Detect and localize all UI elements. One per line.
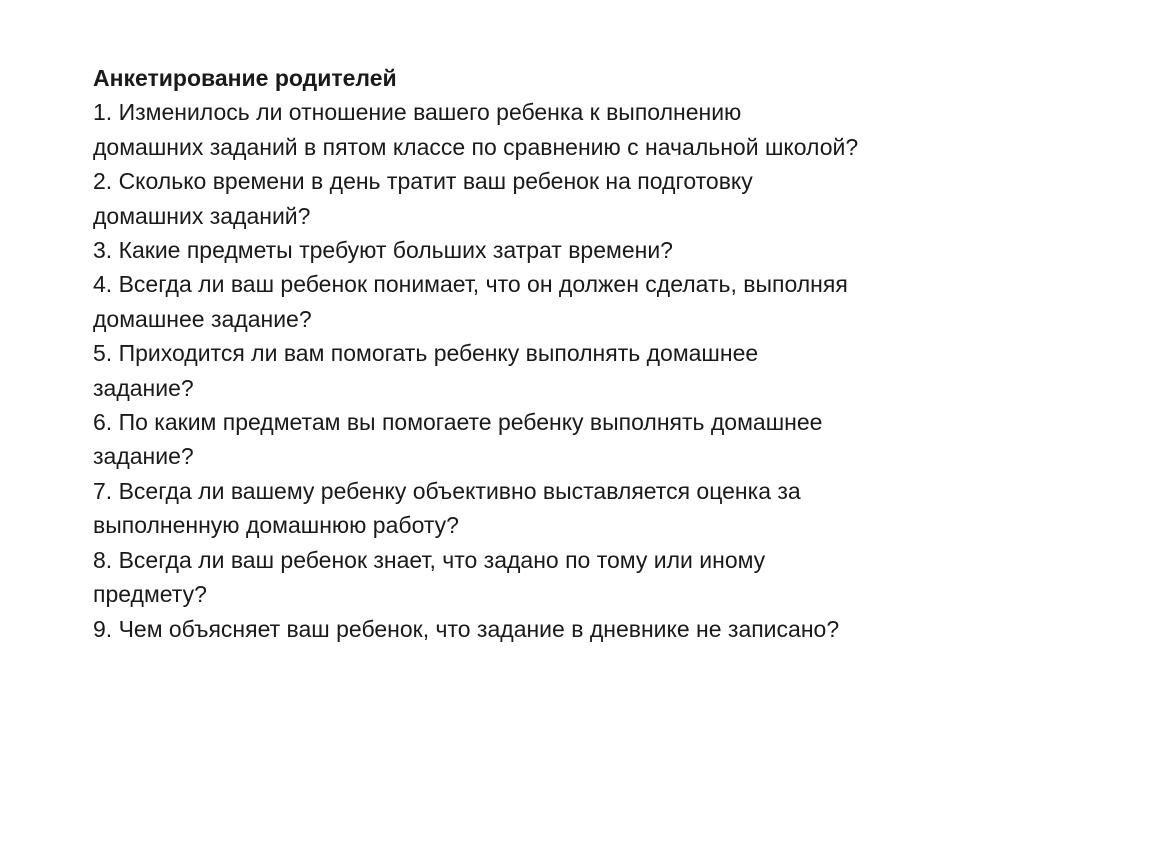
question-9 [93, 612, 1103, 646]
question-3 [93, 233, 1103, 267]
question-4 [93, 267, 1103, 336]
question-line: выполненную домашнюю работу? [93, 512, 459, 539]
question-line: 5. Приходится ли вам помогать ребенку выполнять домашнее [93, 340, 759, 367]
question-8 [93, 543, 1103, 612]
question-5 [93, 336, 1103, 405]
question-line: 9. Чем объясняет ваш ребенок, что задание в дневнике не записано? [93, 615, 840, 642]
question-line: 6. По каким предметам вы помогаете ребенку выполнять домашнее [93, 409, 823, 436]
question-line: 7. Всегда ли вашему ребенку объективно выставляется оценка за [93, 477, 801, 504]
question-line: 2. Сколько времени в день тратит ваш ребенок на подготовку [93, 168, 753, 195]
questionnaire [93, 61, 1103, 646]
question-6 [93, 405, 1103, 474]
question-line: домашнее задание? [93, 305, 312, 332]
question-7 [93, 474, 1103, 543]
question-line: 1. Изменилось ли отношение вашего ребенка к выполнению [93, 99, 742, 126]
document-title: Анкетирование родителей [93, 65, 397, 91]
question-line: 4. Всегда ли ваш ребенок понимает, что он должен сделать, выполняя [93, 271, 848, 298]
question-line: предмету? [93, 581, 207, 608]
question-line: задание? [93, 374, 194, 401]
question-line: задание? [93, 443, 194, 470]
question-line: домашних заданий в пятом классе по сравнению с начальной школой? [93, 133, 859, 160]
question-line: домашних заданий? [93, 202, 311, 229]
question-line: 8. Всегда ли ваш ребенок знает, что задано по тому или иному [93, 546, 766, 573]
question-1 [93, 95, 1103, 164]
question-line: 3. Какие предметы требуют больших затрат времени? [93, 237, 673, 264]
question-2 [93, 164, 1103, 233]
